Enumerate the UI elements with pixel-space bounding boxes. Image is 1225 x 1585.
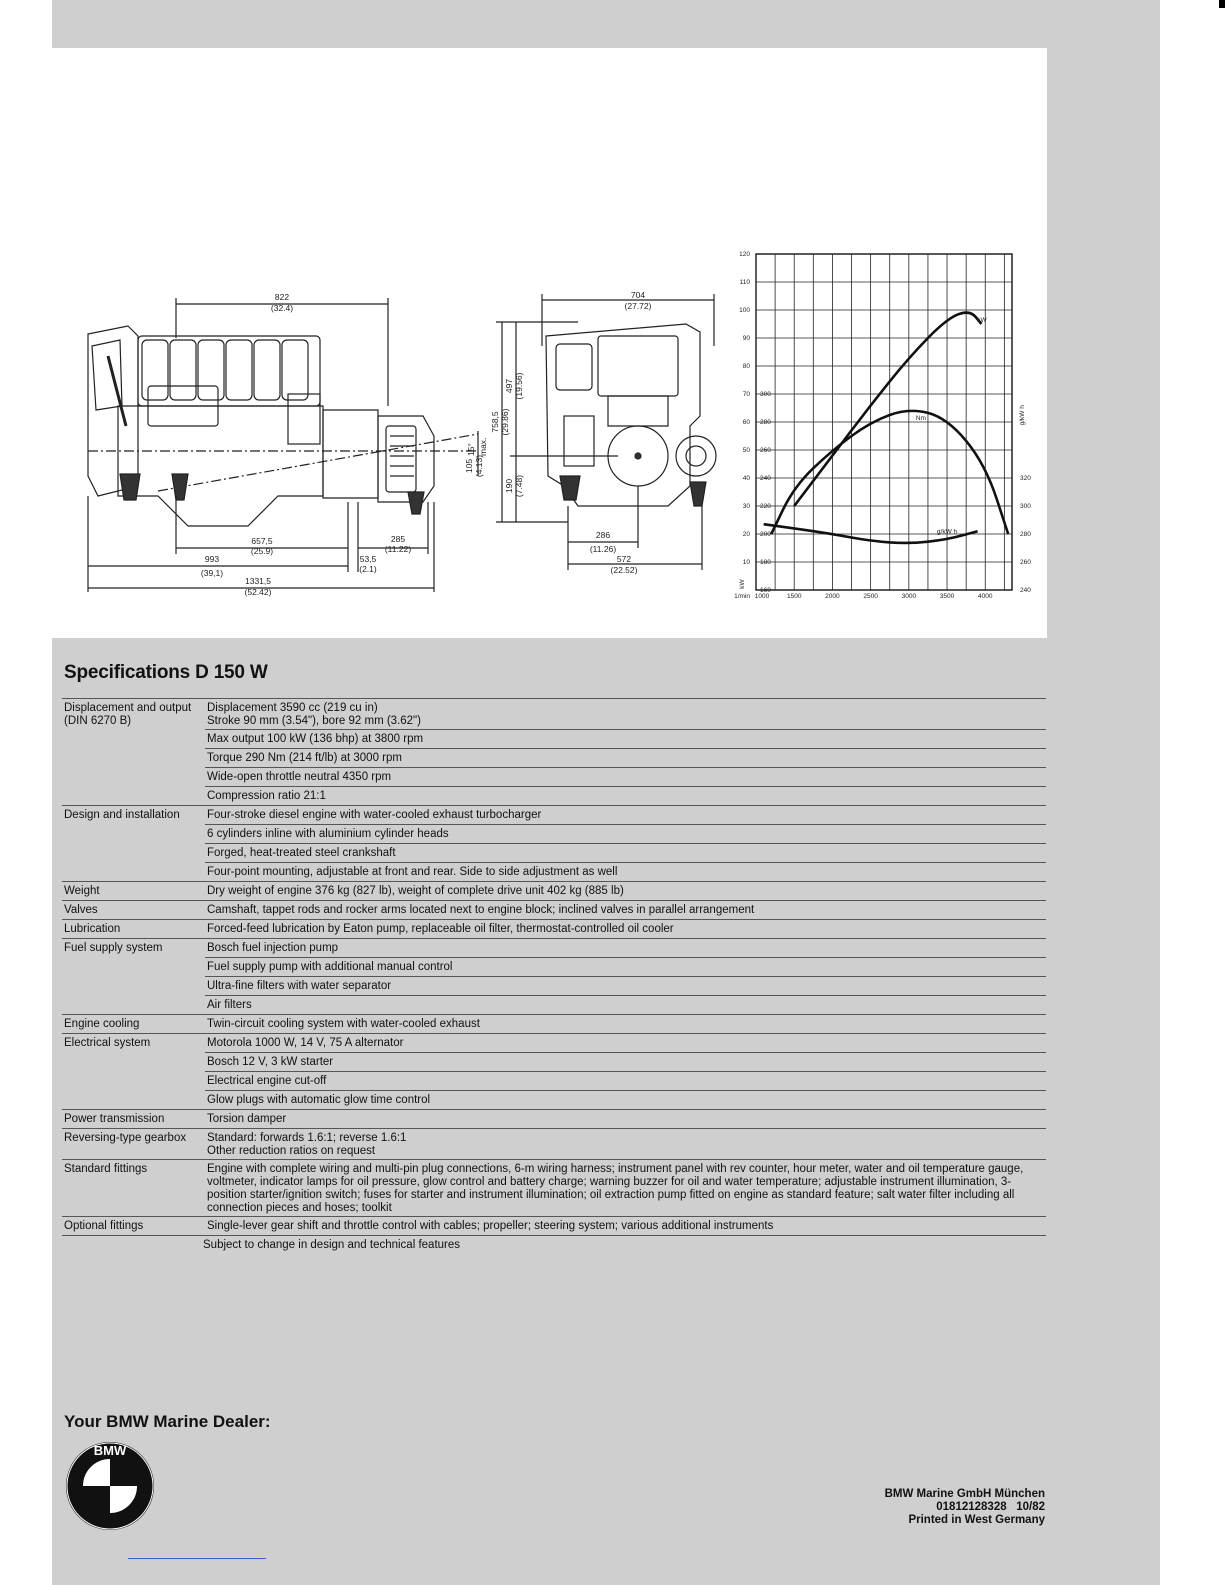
company-date: 10/82 (1016, 1501, 1045, 1513)
series-line-kw (794, 313, 981, 506)
kw-tick-label: 70 (742, 391, 750, 398)
spec-label: Design and installation (62, 805, 205, 881)
x-tick-label: 4000 (978, 593, 993, 600)
spec-row (62, 1109, 1046, 1128)
kw-tick-label: 90 (742, 335, 750, 342)
side-dim-a: 657,5 (251, 536, 273, 546)
spec-row (62, 919, 1046, 938)
side-dim-d: 53,5 (359, 554, 377, 564)
side-dim-c-in: (39,1) (200, 568, 224, 578)
kw-tick-label: 20 (742, 531, 750, 538)
kw-tick-label: 10 (742, 559, 750, 566)
front-h-shaft-in: (4.13) (474, 454, 484, 478)
spec-row (62, 1033, 1046, 1109)
gkwh-tick-label: 300 (1020, 503, 1031, 510)
spec-label: Weight (62, 881, 205, 900)
spec-values (205, 1014, 1046, 1033)
spec-label: Electrical system (62, 1033, 205, 1109)
spec-value: Dry weight of engine 376 kg (827 lb), weight of complete drive unit 402 kg (885 lb) (205, 881, 1046, 900)
spec-values (205, 698, 1046, 805)
series-label: g/kW h (936, 528, 958, 536)
front-view-svg (464, 286, 728, 586)
underline-link-mark (128, 1558, 266, 1559)
company-block (885, 1488, 1045, 1527)
spec-value: Compression ratio 21:1 (205, 786, 1046, 805)
logo-text: BMW (93, 1443, 127, 1458)
spec-value: Bosch fuel injection pump (205, 938, 1046, 957)
spec-value: Forged, heat-treated steel crankshaft (205, 843, 1046, 862)
kw-tick-label: 60 (742, 419, 750, 426)
spec-value: Camshaft, tappet rods and rocker arms located next to engine block; inclined valves in parallel arrangement (205, 900, 1046, 919)
spec-values (205, 900, 1046, 919)
spec-row (62, 1014, 1046, 1033)
nm-tick-label: 180 (760, 559, 771, 566)
front-view-drawing (464, 286, 728, 586)
x-tick-label: 1000 (754, 593, 770, 600)
front-h-total-in: (29.86) (500, 408, 510, 436)
x-tick-label: 1500 (786, 593, 802, 600)
spec-row (62, 900, 1046, 919)
spec-value: Wide-open throttle neutral 4350 rpm (205, 767, 1046, 786)
series-label: kW (977, 317, 987, 324)
spec-label: Reversing-type gearbox (62, 1128, 205, 1159)
spec-value: Forced-feed lubrication by Eaton pump, replaceable oil filter, thermostat-controlled oil cooler (205, 919, 1046, 938)
bmw-logo (64, 1440, 156, 1532)
nm-tick-label: 200 (760, 531, 771, 538)
side-dim-b: 285 (390, 534, 406, 544)
spec-row (62, 881, 1046, 900)
spec-value: Displacement 3590 cc (219 cu in) Stroke 90 mm (3.54"), bore 92 mm (3.62") (205, 698, 1046, 729)
side-angle-note: max. (478, 437, 488, 456)
spec-label: Fuel supply system (62, 938, 205, 1014)
gkwh-tick-label: 280 (1020, 531, 1031, 538)
spec-value: Ultra-fine filters with water separator (205, 976, 1046, 995)
kw-tick-label: 80 (742, 363, 750, 370)
spec-value: Electrical engine cut-off (205, 1071, 1046, 1090)
spec-value: Single-lever gear shift and throttle control with cables; propeller; steering system; various additional instruments (205, 1216, 1046, 1235)
side-dim-a-in: (25.9) (250, 546, 274, 556)
front-h-upper-in: (19.56) (514, 372, 524, 400)
front-h-lower: 190 (504, 478, 514, 494)
chart-grid (756, 254, 1012, 590)
front-h-shaft: 105 (464, 458, 474, 474)
nm-tick-label: 280 (760, 419, 771, 426)
spec-row (62, 1159, 1046, 1216)
spec-value: Twin-circuit cooling system with water-cooled exhaust (205, 1014, 1046, 1033)
spec-values (205, 1109, 1046, 1128)
company-printed: Printed in West Germany (908, 1514, 1045, 1526)
nm-tick-label: 160 (760, 587, 771, 594)
spec-row (62, 1128, 1046, 1159)
side-dim-top: 822 (274, 292, 290, 302)
front-dim-top: 704 (630, 290, 646, 300)
kw-tick-label: 110 (739, 279, 750, 286)
specifications-table (62, 698, 1046, 1254)
spec-value: Torque 290 Nm (214 ft/lb) at 3000 rpm (205, 748, 1046, 767)
spec-row (62, 938, 1046, 1014)
kw-tick-label: 120 (739, 251, 750, 258)
x-tick-label: 3500 (939, 593, 955, 600)
kw-tick-label: 50 (742, 447, 750, 454)
spec-value: Air filters (205, 995, 1046, 1014)
x-tick-label: 3000 (901, 593, 917, 600)
spec-label: Power transmission (62, 1109, 205, 1128)
corner-mark (1219, 0, 1225, 8)
spec-values (205, 881, 1046, 900)
nm-tick-label: 260 (760, 447, 771, 454)
gkwh-tick-label: 260 (1020, 559, 1031, 566)
spec-label: Lubrication (62, 919, 205, 938)
spec-values (205, 1216, 1046, 1235)
spec-label: Standard fittings (62, 1159, 205, 1216)
company-name: BMW Marine GmbH München (884, 1488, 1045, 1500)
spec-value: Bosch 12 V, 3 kW starter (205, 1052, 1046, 1071)
front-h-lower-in: (7.48) (514, 474, 524, 498)
chart-labels (734, 317, 1026, 600)
spec-values (205, 938, 1046, 1014)
spec-value: Four-stroke diesel engine with water-cooled exhaust turbocharger (205, 805, 1046, 824)
dealer-heading: Your BMW Marine Dealer: (64, 1412, 271, 1431)
spec-values (205, 919, 1046, 938)
spec-values (205, 1128, 1046, 1159)
performance-chart-svg (722, 240, 1042, 612)
gkwh-tick-label: 320 (1020, 475, 1031, 482)
x-tick-label: 2000 (825, 593, 840, 600)
front-dim-a-in: (11.26) (589, 544, 617, 554)
side-dim-top-in: (32.4) (270, 303, 294, 313)
side-dim-c: 993 (204, 554, 220, 564)
spec-values (205, 805, 1046, 881)
spec-label: Optional fittings (62, 1216, 205, 1235)
specifications-title: Specifications D 150 W (64, 662, 268, 683)
company-code: 01812128328 (936, 1501, 1007, 1513)
side-dim-b-in: (11.22) (384, 544, 412, 554)
front-dim-a: 286 (595, 530, 611, 540)
front-h-total: 758,5 (490, 411, 500, 433)
spec-row (62, 805, 1046, 881)
spec-value: Standard: forwards 1.6:1; reverse 1.6:1 Other reduction ratios on request (205, 1128, 1046, 1159)
chart-series (764, 313, 1009, 543)
spec-label: Displacement and output (DIN 6270 B) (62, 698, 205, 805)
spec-value: Glow plugs with automatic glow time control (205, 1090, 1046, 1109)
front-h-upper: 497 (504, 378, 514, 394)
nm-tick-label: 220 (760, 503, 771, 510)
chart-ticks (739, 251, 1031, 600)
spec-value: Max output 100 kW (136 bhp) at 3800 rpm (205, 729, 1046, 748)
side-dim-d-in: (2.1) (359, 564, 377, 574)
spec-values (205, 1159, 1046, 1216)
spec-label: Engine cooling (62, 1014, 205, 1033)
kw-tick-label: 40 (742, 475, 750, 482)
kw-tick-label: 30 (742, 503, 750, 510)
side-dim-e-in: (52.42) (244, 587, 272, 597)
side-dim-e: 1331,5 (245, 576, 271, 586)
side-view-drawing (78, 286, 498, 608)
spec-value: Motorola 1000 W, 14 V, 75 A alternator (205, 1033, 1046, 1052)
bmw-roundel-icon (64, 1440, 156, 1532)
front-dim-top-in: (27.72) (624, 301, 652, 311)
front-dim-b-in: (22.52) (610, 565, 638, 575)
nm-tick-label: 300 (760, 391, 771, 398)
spec-label: Valves (62, 900, 205, 919)
side-view-svg (78, 286, 498, 608)
spec-value: 6 cylinders inline with aluminium cylinder heads (205, 824, 1046, 843)
spec-value: Engine with complete wiring and multi-pin plug connections, 6-m wiring harness; instrument panel with rev counter, hour meter, water and oil temperature gauge, voltmeter, indicator lamps for oil pressure, glow control and battery charge; warning buzzer for oil and water temperature; adjustable instrument illumination, 3-position starter/ignition switch; fuses for starter and instrument illumination; oil extraction pump fitted on engine as standard feature; salt water filter including all connection pieces and hoses; toolkit (205, 1159, 1046, 1216)
front-dim-b: 572 (616, 554, 632, 564)
spec-row (62, 698, 1046, 805)
spec-value: Fuel supply pump with additional manual control (205, 957, 1046, 976)
spec-note: Subject to change in design and technical features (203, 1239, 461, 1251)
spec-value: Four-point mounting, adjustable at front and rear. Side to side adjustment as well (205, 862, 1046, 881)
series-label: Nm (915, 415, 926, 422)
side-angle: 15° (466, 443, 476, 456)
spec-value: Torsion damper (205, 1109, 1046, 1128)
nm-tick-label: 240 (760, 475, 771, 482)
kw-tick-label: 100 (739, 307, 750, 314)
x-axis-label: 1/min (734, 593, 750, 600)
performance-chart (722, 240, 1042, 612)
y-axis-label: kW (739, 579, 746, 589)
x-tick-label: 2500 (863, 593, 878, 600)
spec-row (62, 1216, 1046, 1235)
spec-values (205, 1033, 1046, 1109)
y-axis-right-label: g/kW h (1019, 405, 1026, 426)
gkwh-tick-label: 240 (1020, 587, 1031, 594)
